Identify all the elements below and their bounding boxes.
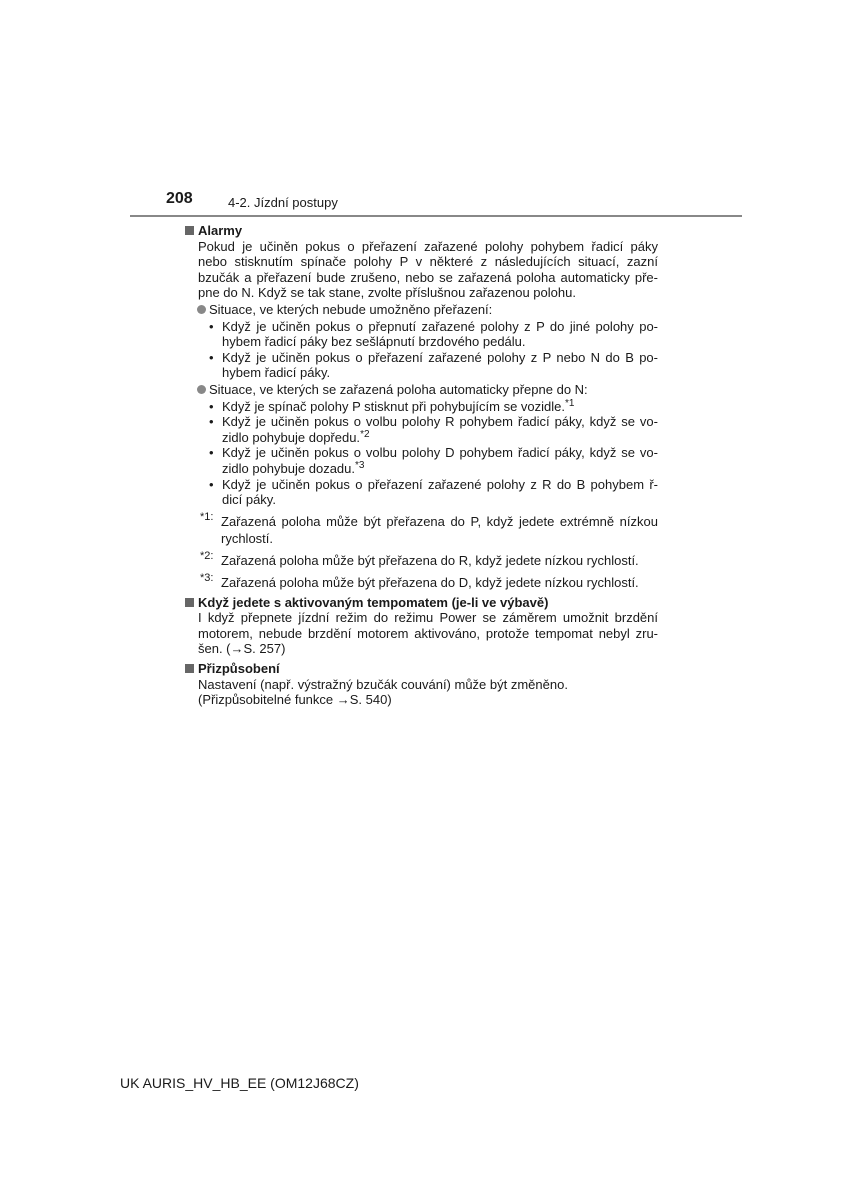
text-line: šen. (→S. 257) (198, 641, 286, 657)
group1-title: Situace, ve kterých nebude umožněno přeřazení: (209, 301, 493, 317)
text-line (222, 399, 658, 415)
text-line: Zařazená poloha může být přeřazena do R, když jedete nízkou rychlostí. (221, 552, 639, 568)
circle-bullet-icon (197, 385, 206, 394)
text-line: Když je učiněn pokus o přepnutí zařazené polohy z P do jiné polohy po- (222, 318, 658, 334)
footnote-mark-text: *3 (200, 571, 211, 584)
footnote-mark: *2: (200, 549, 214, 562)
text-line: Když je učiněn pokus o volbu polohy D pohybem řadicí páky, když se vo- (222, 445, 658, 461)
list-item (209, 319, 658, 350)
text-line: Zařazená poloha může být přeřazena do D, když jedete nízkou rychlostí. (221, 574, 639, 590)
text-line: (Přizpůsobitelné funkce →S. 540) (198, 692, 392, 708)
text-line: pne do N. Když se tak stane, zvolte příslušnou zařazenou polohu. (198, 285, 576, 301)
text-line: bzučák a přeřazení bude zrušeno, nebo se zařazená poloha automaticky pře- (198, 269, 658, 285)
text-line: hybem řadicí páky bez sešlápnutí brzdového pedálu. (222, 334, 526, 350)
footnote-3 (200, 571, 658, 591)
square-bullet-icon (185, 226, 194, 235)
page-content (185, 223, 658, 708)
footnote-text (221, 552, 658, 569)
item-text: Když je spínač polohy P stisknut při pohybujícím se vozidle. (222, 398, 565, 414)
square-bullet-icon (185, 664, 194, 673)
item-text: zidlo pohybuje dozadu. (222, 460, 355, 476)
footnote-ref: *3 (355, 459, 365, 471)
header-divider (130, 215, 742, 217)
text-line: hybem řadicí páky. (222, 365, 331, 381)
footnote-ref: *1 (565, 397, 575, 409)
text-line: Když je učiněn pokus o přeřazení zařazené polohy z P nebo N do B po- (222, 349, 658, 365)
tempomat-heading (185, 595, 658, 611)
footnote-text (221, 574, 658, 591)
list-item (209, 477, 658, 508)
text-line: Zařazená poloha může být přeřazena do P, když jedete extrémně nízkou (221, 513, 658, 529)
footnote-mark: *3: (200, 571, 214, 584)
alarmy-title: Alarmy (198, 223, 243, 238)
group2-heading (197, 382, 658, 398)
list-item (209, 445, 658, 476)
text-line: Když je učiněn pokus o přeřazení zařazené polohy z R do B pohybem ř- (222, 476, 658, 492)
footnote-mark-text: *2 (200, 549, 211, 562)
bullet-dot-icon: • (209, 318, 214, 334)
prizpusobeni-title: Přizpůsobení (198, 661, 280, 677)
text-line: nebo stisknutím spínače polohy P v některé z následujících situací, zazní (198, 254, 658, 270)
circle-bullet-icon (197, 305, 206, 314)
text-line (222, 461, 658, 477)
footnote-1 (200, 510, 658, 547)
text-line: motorem, nebude brzdění motorem aktivováno, protože tempomat nebyl zru- (198, 625, 658, 641)
footnote-ref: *2 (360, 428, 370, 440)
footnote-mark: *1: (200, 510, 214, 523)
footer-code: UK AURIS_HV_HB_EE (OM12J68CZ) (120, 1075, 359, 1091)
alarmy-paragraph (198, 239, 658, 301)
prizpusobeni-heading (185, 661, 658, 677)
bullet-dot-icon: • (209, 398, 214, 414)
text-line (222, 430, 658, 446)
footnote-2 (200, 549, 658, 569)
text-line: Pokud je učiněn pokus o přeřazení zařazené polohy pohybem řadicí páky (198, 238, 658, 254)
list-item (209, 350, 658, 381)
group2-list (209, 399, 658, 508)
bullet-dot-icon: • (209, 445, 214, 461)
item-text: zidlo pohybuje dopředu. (222, 429, 361, 445)
group1-heading (197, 302, 658, 318)
footnote-mark-text: *1 (200, 510, 211, 523)
group1-list (209, 319, 658, 381)
page-number: 208 (166, 190, 193, 207)
list-item (209, 399, 658, 415)
prizpusobeni-paragraph (198, 677, 658, 708)
tempomat-title: Když jedete s aktivovaným tempomatem (je-li ve výbavě) (198, 594, 549, 610)
bullet-dot-icon: • (209, 349, 214, 365)
text-line: Když je učiněn pokus o volbu polohy R pohybem řadicí páky, když se vo- (222, 414, 658, 430)
alarmy-heading (185, 223, 658, 239)
text-line: I když přepnete jízdní režim do režimu Power se záměrem umožnit brzdění (198, 610, 658, 626)
footnote-text (221, 513, 658, 547)
section-title: 4-2. Jízdní postupy (228, 195, 338, 210)
bullet-dot-icon: • (209, 476, 214, 492)
text-line: rychlostí. (221, 530, 274, 546)
bullet-dot-icon: • (209, 414, 214, 430)
list-item (209, 414, 658, 445)
text-line: Nastavení (např. výstražný bzučák couvání) může být změněno. (198, 676, 568, 692)
text-line: dicí páky. (222, 492, 276, 508)
square-bullet-icon (185, 598, 194, 607)
group2-title: Situace, ve kterých se zařazená poloha automaticky přepne do N: (209, 381, 588, 397)
tempomat-paragraph (198, 610, 658, 657)
